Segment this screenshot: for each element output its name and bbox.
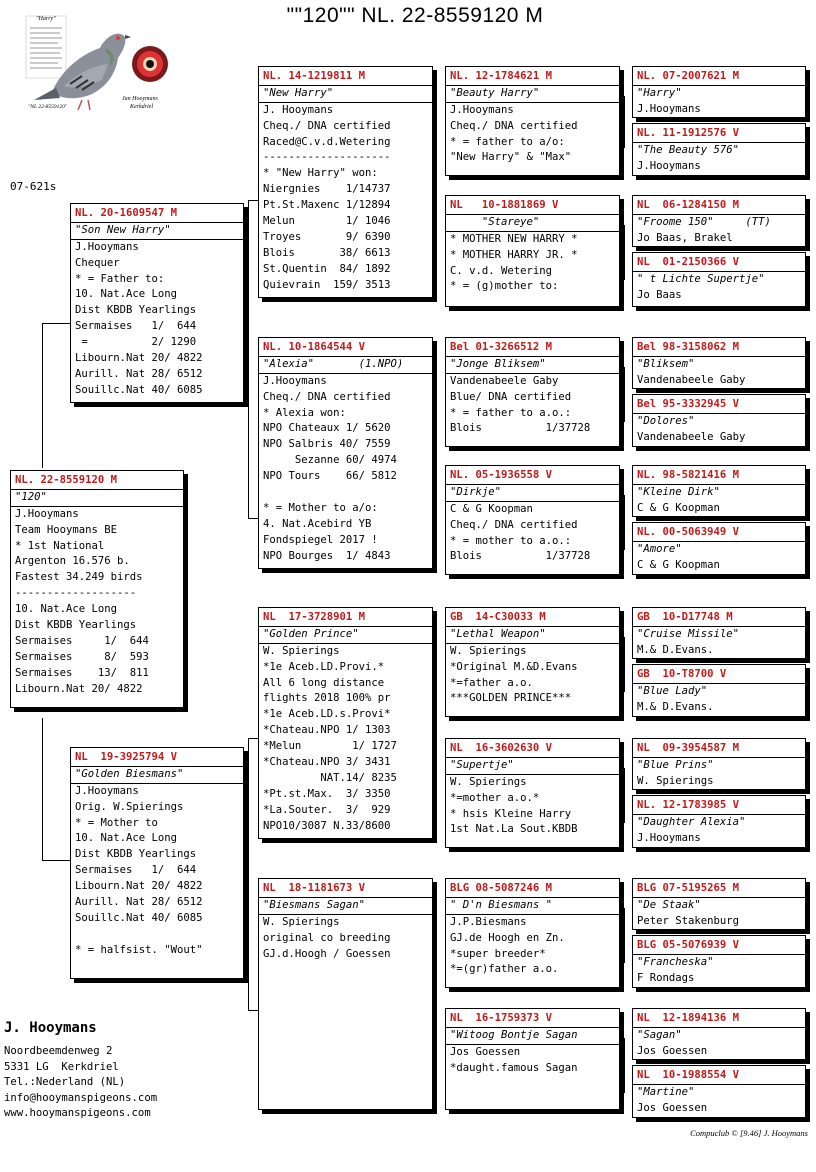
connector-line <box>624 908 625 963</box>
info-line: 10. Nat.Ace Long <box>75 832 178 845</box>
info-line: * MOTHER HARRY JR. * <box>450 248 578 261</box>
info-line: *=(gr)father a.o. <box>450 963 559 976</box>
info-line: NPO Tours 66/ 5812 <box>263 470 397 483</box>
owner-address: Noordbeemdenweg 2 <box>4 1045 113 1057</box>
pedigree-card-g14 <box>632 935 806 988</box>
info-line: * MOTHER NEW HARRY * <box>450 232 578 245</box>
pedigree-card-g16 <box>632 1065 806 1118</box>
pedigree-card-ds <box>258 607 433 839</box>
ring-number: NL. 11-1912576 V <box>637 127 740 139</box>
ring-number: NL 10-1881869 V <box>450 199 559 211</box>
info-line: Jos Goessen <box>450 1045 521 1058</box>
pedigree-card-subject <box>10 470 184 708</box>
connector-line <box>624 768 625 823</box>
connector-line <box>42 718 43 860</box>
info-line: C. v.d. Wetering <box>450 264 553 277</box>
info-line: Aurill. Nat 28/ 6512 <box>75 896 203 909</box>
info-line: Team Hooymans BE <box>15 523 118 536</box>
info-line: C & G Koopman <box>637 501 720 514</box>
info-line: Cheq./ DNA certified <box>450 119 578 132</box>
info-line: J.Hooymans <box>637 102 701 115</box>
info-line: Blue/ DNA certified <box>450 390 572 403</box>
info-line: C & G Koopman <box>450 502 533 515</box>
logo-label-breeder: Jan Hooymans <box>122 96 158 102</box>
pigeon-name: "Alexia" (1.NPO) <box>263 357 404 370</box>
pigeon-name: "Stareye" <box>450 215 540 228</box>
ring-number: NL. 12-1784621 M <box>450 70 553 82</box>
info-line: 10. Nat.Ace Long <box>75 288 178 301</box>
info-line: F Rondags <box>637 971 695 984</box>
pigeon-name: "Cruise Missile" <box>637 627 740 640</box>
info-line: St.Quentin 84/ 1892 <box>263 262 391 275</box>
info-line: NPO Salbris 40/ 7559 <box>263 438 391 451</box>
pedigree-card-ddd <box>445 1008 620 1110</box>
connector-line <box>42 323 70 324</box>
info-line: Blois 1/37728 <box>450 550 591 563</box>
ring-number: NL. 98-5821416 M <box>637 469 740 481</box>
info-line: "New Harry" & "Max" <box>450 151 572 164</box>
pigeon-name: "The Beauty 576" <box>637 143 740 156</box>
info-line: * = halfsist. "Wout" <box>75 943 203 956</box>
info-line: * Alexia won: <box>263 406 346 419</box>
info-line: * = mother to a.o.: <box>450 534 572 547</box>
info-line: Aurill. Nat 28/ 6512 <box>75 367 203 380</box>
ring-number: NL 19-3925794 V <box>75 751 178 763</box>
ring-number: BLG 07-5195265 M <box>637 882 740 894</box>
ring-number: GB 10-T8700 V <box>637 668 727 680</box>
ring-number: NL 10-1988554 V <box>637 1069 740 1081</box>
info-line: *La.Souter. 3/ 929 <box>263 803 391 816</box>
pedigree-card-sire <box>70 203 244 403</box>
info-line: J.Hooymans <box>637 159 701 172</box>
logo-label-place: Kerkdriel <box>130 104 153 110</box>
info-line: W. Spierings <box>450 644 527 657</box>
pedigree-card-ss <box>258 66 433 298</box>
connector-line <box>434 655 435 790</box>
connector-line <box>434 116 435 256</box>
pedigree-card-g13 <box>632 878 806 930</box>
ring-number: NL. 20-1609547 M <box>75 207 178 219</box>
info-line: C & G Koopman <box>637 558 720 571</box>
info-line: Niergnies 1/14737 <box>263 183 391 196</box>
ring-number: NL 06-1284150 M <box>637 199 740 211</box>
pedigree-card-g10 <box>632 664 806 717</box>
pigeon-name: "Biesmans Sagan" <box>263 898 366 911</box>
info-line: Libourn.Nat 20/ 4822 <box>15 682 143 695</box>
ring-number: NL. 07-2007621 M <box>637 70 740 82</box>
info-line: *=father a.o. <box>450 676 533 689</box>
info-line: J.Hooymans <box>15 507 79 520</box>
pigeon-name: "Bliksem" <box>637 357 695 370</box>
info-line: 4. Nat.Acebird YB <box>263 517 372 530</box>
pigeon-logo <box>22 14 172 118</box>
pedigree-card-ssd <box>445 195 620 307</box>
info-line: *Original M.&D.Evans <box>450 660 578 673</box>
info-line: Sermaises 1/ 644 <box>75 864 197 877</box>
info-line: Jo Baas, Brakel <box>637 231 733 244</box>
info-line: J.Hooymans <box>450 103 514 116</box>
info-line: *Chateau.NPO 1/ 1303 <box>263 724 391 737</box>
info-line: flights 2018 100% pr <box>263 692 391 705</box>
connector-line <box>42 860 70 861</box>
info-line: *Pt.st.Max. 3/ 3350 <box>263 787 391 800</box>
info-line: GJ.de Hoogh en Zn. <box>450 931 565 944</box>
info-line: * "New Harry" won: <box>263 167 378 180</box>
info-line: *daught.famous Sagan <box>450 1061 578 1074</box>
info-line: M.& D.Evans. <box>637 700 714 713</box>
info-line: W. Spierings <box>263 915 340 928</box>
info-line: NPO Chateaux 1/ 5620 <box>263 422 391 435</box>
info-line: Quievrain 159/ 3513 <box>263 278 391 291</box>
info-line: Sermaises 1/ 644 <box>75 320 197 333</box>
ring-number: GB 10-D17748 M <box>637 611 733 623</box>
pigeon-name: "Witoog Bontje Sagan <box>450 1028 578 1041</box>
pigeon-name: "Dirkje" <box>450 485 502 498</box>
ring-number: NL 12-1894136 M <box>637 1012 740 1024</box>
pigeon-name: "Francheska" <box>637 955 714 968</box>
connector-line <box>624 495 625 550</box>
ring-number: NL. 05-1936558 V <box>450 469 553 481</box>
info-line: * = Mother to a/o: <box>263 501 378 514</box>
pigeon-name: "Harry" <box>637 86 682 99</box>
pedigree-card-g11 <box>632 738 806 790</box>
pedigree-card-sd <box>258 337 433 569</box>
info-line: J.Hooymans <box>75 240 139 253</box>
page-title: ""120"" NL. 22-8559120 M <box>286 4 544 27</box>
pedigree-card-g9 <box>632 607 806 659</box>
ring-number: Bel 98-3158062 M <box>637 341 740 353</box>
pigeon-name: "Beauty Harry" <box>450 86 540 99</box>
ring-number: GB 14-C30033 M <box>450 611 546 623</box>
reference-code: 07-621s <box>10 180 57 193</box>
pigeon-name: "Son New Harry" <box>75 223 171 236</box>
logo-label-bottom: "NL 22-8559120" <box>28 104 68 110</box>
info-line: Dist KBDB Yearlings <box>75 304 197 317</box>
info-line: W. Spierings <box>450 775 527 788</box>
connector-line <box>624 96 625 148</box>
connector-line <box>42 323 43 468</box>
info-line: * = (g)mother to: <box>450 280 559 293</box>
info-line: *Melun 1/ 1727 <box>263 740 397 753</box>
info-line: Orig. W.Spierings <box>75 800 184 813</box>
info-line: Chequer <box>75 256 120 269</box>
info-line: *Chateau.NPO 3/ 3431 <box>263 756 391 769</box>
pigeon-name: "Sagan" <box>637 1028 682 1041</box>
pigeon-name: "Lethal Weapon" <box>450 627 546 640</box>
pigeon-name: " t Lichte Supertje" <box>637 272 765 285</box>
info-line: J.Hooymans <box>637 831 701 844</box>
connector-line <box>624 637 625 692</box>
ring-number: NL. 14-1219811 M <box>263 70 366 82</box>
pedigree-card-dds <box>445 878 620 988</box>
pigeon-name: "Amore" <box>637 542 682 555</box>
pedigree-card-g6 <box>632 394 806 447</box>
pedigree-card-dd <box>258 878 433 1110</box>
info-line: *=mother a.o.* <box>450 791 540 804</box>
info-line: = 2/ 1290 <box>75 336 197 349</box>
info-line: Blois 1/37728 <box>450 422 591 435</box>
info-line: Fastest 34.249 birds <box>15 571 143 584</box>
ring-number: NL. 12-1783985 V <box>637 799 740 811</box>
info-line: Pt.St.Maxenc 1/12894 <box>263 199 391 212</box>
info-line: Sermaises 13/ 811 <box>15 666 149 679</box>
info-line: original co breeding <box>263 931 391 944</box>
owner-email[interactable]: info@hooymanspigeons.com <box>4 1091 158 1104</box>
info-line: Vandenabeele Gaby <box>450 374 559 387</box>
info-line: Melun 1/ 1046 <box>263 215 391 228</box>
pigeon-name: "Golden Prince" <box>263 627 359 640</box>
info-line <box>75 927 240 943</box>
info-line: Dist KBDB Yearlings <box>75 848 197 861</box>
info-line: * = father to a/o: <box>450 135 565 148</box>
logo-label-top: "Harry" <box>36 16 56 22</box>
info-line: Peter Stakenburg <box>637 914 740 927</box>
pedigree-card-g5 <box>632 337 806 389</box>
info-line: *1e Aceb.LD.s.Provi* <box>263 708 391 721</box>
info-line: M.& D.Evans. <box>637 643 714 656</box>
info-line: Vandenabeele Gaby <box>637 373 746 386</box>
info-line: 1st Nat.La Sout.KBDB <box>450 823 578 836</box>
owner-phone: Tel.:Nederland (NL) <box>4 1076 126 1089</box>
connector-line <box>624 225 625 280</box>
info-line: * 1st National <box>15 539 105 552</box>
info-line: -------------------- <box>263 151 391 164</box>
owner-contact <box>4 1044 157 1122</box>
pedigree-card-g2 <box>632 123 806 176</box>
pigeon-name: "Blue Lady" <box>637 684 708 697</box>
pigeon-name: " D'n Biesmans " <box>450 898 553 911</box>
info-line: NPO10/3087 N.33/8600 <box>263 819 391 832</box>
ring-number: NL 16-3602630 V <box>450 742 553 754</box>
pigeon-name: "Martine" <box>637 1085 695 1098</box>
info-line: * = Father to: <box>75 272 165 285</box>
ring-number: Bel 01-3266512 M <box>450 341 553 353</box>
info-line: Sermaises 1/ 644 <box>15 634 149 647</box>
ring-number: NL 18-1181673 V <box>263 882 366 894</box>
info-line: Souillc.Nat 40/ 6085 <box>75 911 203 924</box>
pedigree-card-sss <box>445 66 620 176</box>
info-line: Cheq./ DNA certified <box>450 518 578 531</box>
pigeon-name: "New Harry" <box>263 86 334 99</box>
info-line: GJ.d.Hoogh / Goessen <box>263 947 391 960</box>
ring-number: NL 09-3954587 M <box>637 742 740 754</box>
pigeon-name: "Golden Biesmans" <box>75 767 184 780</box>
pedigree-card-g1 <box>632 66 806 118</box>
info-line: Souillc.Nat 40/ 6085 <box>75 383 203 396</box>
info-line: Jo Baas <box>637 288 682 301</box>
pigeon-name: "Daughter Alexia" <box>637 815 746 828</box>
info-line: Sezanne 60/ 4974 <box>263 454 397 467</box>
connector-line <box>624 1038 625 1093</box>
info-line: ------------------- <box>15 587 137 600</box>
info-line: 10. Nat.Ace Long <box>15 603 118 616</box>
info-line: Cheq./ DNA certified <box>263 119 391 132</box>
info-line: NAT.14/ 8235 <box>263 771 397 784</box>
owner-website[interactable]: www.hooymanspigeons.com <box>4 1107 151 1120</box>
info-line: Jos Goessen <box>637 1044 708 1057</box>
connector-line <box>248 738 249 1010</box>
info-line: Dist KBDB Yearlings <box>15 619 137 632</box>
pigeon-illustration <box>22 14 172 118</box>
info-line: Vandenabeele Gaby <box>637 430 746 443</box>
ring-number: NL. 10-1864544 V <box>263 341 366 353</box>
pedigree-card-dsd <box>445 738 620 848</box>
owner-name: J. Hooymans <box>4 1020 97 1036</box>
pigeon-name: "Dolores" <box>637 414 695 427</box>
pigeon-name: "De Staak" <box>637 898 701 911</box>
info-line: Libourn.Nat 20/ 4822 <box>75 352 203 365</box>
info-line: W. Spierings <box>263 644 340 657</box>
info-line: Fondspiegel 2017 ! <box>263 533 378 546</box>
info-line: J. Hooymans <box>263 103 334 116</box>
ring-number: BLG 05-5076939 V <box>637 939 740 951</box>
pigeon-name: "120" <box>15 490 47 503</box>
info-line: J.P.Biesmans <box>450 915 527 928</box>
info-line: * hsis Kleine Harry <box>450 807 572 820</box>
info-line: *super breeder* <box>450 947 546 960</box>
info-line: All 6 long distance <box>263 676 385 689</box>
connector-line <box>434 925 435 1055</box>
pigeon-name: "Supertje" <box>450 758 514 771</box>
ring-number: Bel 95-3332945 V <box>637 398 740 410</box>
info-line <box>263 485 429 501</box>
pedigree-card-sdd <box>445 465 620 575</box>
info-line: Raced@C.v.d.Wetering <box>263 135 391 148</box>
pigeon-name: "Blue Prins" <box>637 758 714 771</box>
ring-number: NL. 22-8559120 M <box>15 474 118 486</box>
connector-line <box>434 385 435 525</box>
connector-line <box>248 200 249 518</box>
pedigree-card-g7 <box>632 465 806 517</box>
ring-number: NL 16-1759373 V <box>450 1012 553 1024</box>
ring-number: BLG 08-5087246 M <box>450 882 553 894</box>
info-line: * = Mother to <box>75 816 158 829</box>
owner-postcode: 5331 LG Kerkdriel <box>4 1060 119 1073</box>
connector-line <box>624 367 625 422</box>
info-line: W. Spierings <box>637 774 714 787</box>
info-line: J.Hooymans <box>263 374 327 387</box>
pedigree-card-g12 <box>632 795 806 848</box>
info-line: Argenton 16.576 b. <box>15 555 130 568</box>
info-line: Libourn.Nat 20/ 4822 <box>75 880 203 893</box>
pedigree-card-g8 <box>632 522 806 575</box>
pigeon-name: "Jonge Bliksem" <box>450 357 546 370</box>
footer-credit: Compuclub © [9.46] J. Hooymans <box>690 1128 808 1138</box>
pedigree-card-dam <box>70 747 244 979</box>
info-line: * = father to a.o.: <box>450 406 572 419</box>
ring-number: NL 01-2150366 V <box>637 256 740 268</box>
ring-number: NL. 00-5063949 V <box>637 526 740 538</box>
pedigree-card-g15 <box>632 1008 806 1060</box>
info-line: Jos Goessen <box>637 1101 708 1114</box>
pigeon-name: "Froome 150" (TT) <box>637 215 771 228</box>
info-line: Troyes 9/ 6390 <box>263 230 391 243</box>
info-line: NPO Bourges 1/ 4843 <box>263 549 391 562</box>
pedigree-card-g3 <box>632 195 806 247</box>
info-line: Blois 38/ 6613 <box>263 246 391 259</box>
info-line: *1e Aceb.LD.Provi.* <box>263 660 385 673</box>
info-line: ***GOLDEN PRINCE*** <box>450 692 572 705</box>
pigeon-name: "Kleine Dirk" <box>637 485 720 498</box>
pedigree-card-dss <box>445 607 620 717</box>
pedigree-card-sds <box>445 337 620 447</box>
ring-number: NL 17-3728901 M <box>263 611 366 623</box>
info-line: Cheq./ DNA certified <box>263 390 391 403</box>
info-line: J.Hooymans <box>75 784 139 797</box>
pedigree-card-g4 <box>632 252 806 307</box>
info-line: Sermaises 8/ 593 <box>15 650 149 663</box>
